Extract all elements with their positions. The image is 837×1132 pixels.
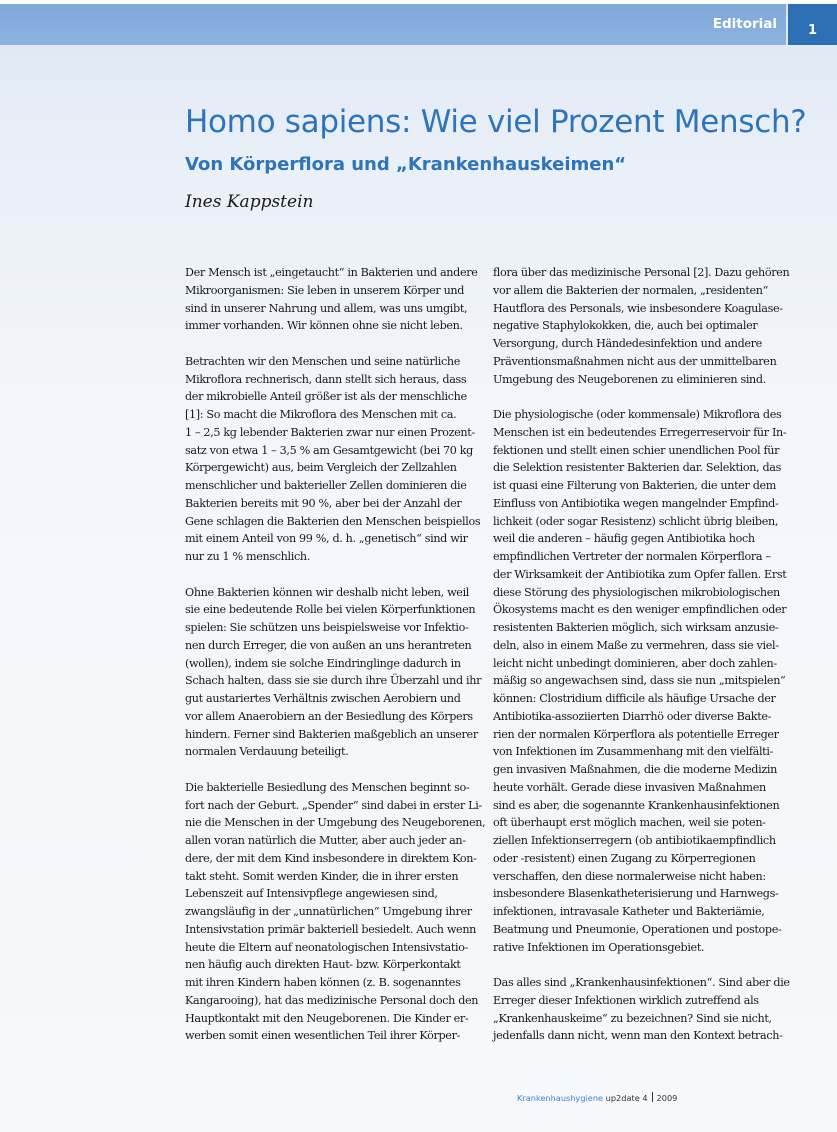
text-line: negative Staphylokokken, die, auch bei optimaler	[493, 319, 758, 333]
text-line: Schach halten, dass sie sie durch ihre Überzahl und ihr	[185, 674, 482, 688]
right-column	[493, 264, 791, 1063]
text-line: fektionen und stellt einen schier unendlichen Pool für	[493, 443, 780, 457]
text-line: Einfluss von Antibiotika wegen mangelnder Empfind-	[493, 496, 779, 510]
text-line: Mikroflora rechnerisch, dann stellt sich heraus, dass	[185, 372, 467, 386]
paragraph	[185, 584, 483, 762]
text-line: menschlicher und bakterieller Zellen dominieren die	[185, 479, 467, 492]
text-line: (wollen), indem sie solche Eindringlinge dadurch in	[185, 656, 461, 670]
text-line: lichkeit (oder sogar Resistenz) schlicht übrig bleiben,	[493, 514, 779, 528]
text-line: werben somit einen wesentlichen Teil ihrer Körper-	[185, 1029, 460, 1043]
text-line: vor allem Anaerobiern an der Besiedlung des Körpers	[185, 709, 473, 723]
text-line: Intensivstation primär bakteriell besiedelt. Auch wenn	[185, 922, 477, 936]
text-line: der Wirksamkeit der Antibiotika zum Opfer fallen. Erst	[493, 567, 787, 581]
footer-issue: up2date 4	[605, 1093, 648, 1103]
paragraph	[493, 264, 791, 388]
text-line: Das alles sind „Krankenhausinfektionen“. Sind aber die	[493, 976, 790, 989]
page	[0, 4, 837, 1132]
text-line: zwangsläufig in der „unnatürlichen“ Umgebung ihrer	[185, 905, 472, 918]
text-line: Bakterien bereits mit 90 %, aber bei der Anzahl der	[185, 496, 462, 510]
text-line: immer vorhanden. Wir können ohne sie nicht leben.	[185, 319, 463, 333]
text-line: Die bakterielle Besiedlung des Menschen beginnt so-	[185, 780, 470, 794]
text-line: deln, also in einem Maße zu vermehren, dass sie viel-	[493, 638, 779, 652]
paragraph	[185, 264, 483, 335]
text-line: Beatmung und Pneumonie, Operationen und postope-	[493, 922, 782, 936]
text-line: sie eine bedeutende Rolle bei vielen Körperfunktionen	[185, 603, 476, 617]
text-line: Der Mensch ist „eingetaucht“ in Bakterien und andere	[185, 266, 478, 279]
text-line: Erreger dieser Infektionen wirklich zutreffend als	[493, 993, 759, 1007]
text-line: satz von etwa 1 – 3,5 % am Gesamtgewicht (bei 70 kg	[185, 443, 473, 457]
text-line: Hauptkontakt mit den Neugeborenen. Die Kinder er-	[185, 1011, 469, 1025]
text-line: „Krankenhauskeime“ zu bezeichnen? Sind sie nicht,	[493, 1011, 772, 1025]
text-line: nen häufig auch direkten Haut- bzw. Körperkontakt	[185, 958, 461, 972]
left-column	[185, 264, 486, 1063]
text-line: nur zu 1 % menschlich.	[185, 550, 310, 563]
text-line: insbesondere Blasenkatheterisierung und Harnwegs-	[493, 887, 779, 901]
text-line: Hautflora des Personals, wie insbesondere Koagulase-	[493, 301, 783, 315]
text-line: mit einem Anteil von 99 %, d. h. „genetisch“ sind wir	[185, 532, 468, 546]
text-line: leicht nicht unbedingt dominieren, aber doch zahlen-	[493, 656, 777, 670]
text-line: die Selektion resistenter Bakterien dar. Selektion, das	[493, 461, 781, 475]
text-line: weil die anderen – häufig gegen Antibiotika hoch	[493, 532, 755, 546]
text-line: gen invasiven Maßnahmen, die die moderne Medizin	[493, 763, 777, 776]
paragraph	[493, 974, 791, 1045]
text-line: spielen: Sie schützen uns beispielsweise vor Infektio-	[185, 621, 469, 634]
footer-journal: Krankenhaushygiene	[517, 1093, 604, 1103]
text-line: rien der normalen Körperflora als potentielle Erreger	[493, 727, 779, 741]
text-line: allen voran natürlich die Mutter, aber auch jeder an-	[185, 834, 466, 847]
text-line: ist quasi eine Filterung von Bakterien, die unter dem	[493, 479, 777, 492]
article-author: Ines Kappstein	[185, 192, 314, 212]
text-line: sind es aber, die sogenannte Krankenhausinfektionen	[493, 798, 780, 812]
article-title: Homo sapiens: Wie viel Prozent Mensch?	[185, 104, 807, 140]
text-line: mäßig so angewachsen sind, dass sie nun „mitspielen“	[493, 674, 786, 688]
text-line: nie die Menschen in der Umgebung des Neugeborenen,	[185, 816, 486, 830]
text-line: der mikrobielle Anteil größer ist als der menschliche	[185, 390, 467, 404]
text-line: Kangarooing), hat das medizinische Personal doch den	[185, 993, 479, 1007]
text-line: mit ihren Kindern haben können (z. B. sogenanntes	[185, 976, 461, 989]
text-line: dere, der mit dem Kind insbesondere in direktem Kon-	[185, 851, 477, 865]
paragraph	[493, 406, 791, 956]
text-line: jedenfalls dann nicht, wenn man den Kontext betrach-	[493, 1029, 783, 1043]
text-line: heute die Eltern auf neonatologischen Intensivstatio-	[185, 940, 469, 954]
text-line: hindern. Ferner sind Bakterien maßgeblich an unserer	[185, 727, 478, 741]
header-bar	[0, 4, 786, 45]
footer-separator	[652, 1092, 653, 1102]
text-line: flora über das medizinische Personal [2]. Dazu gehören	[493, 266, 790, 279]
text-line: heute vorhält. Gerade diese invasiven Maßnahmen	[493, 780, 766, 794]
text-line: sind in unserer Nahrung und allem, was uns umgibt,	[185, 301, 468, 315]
text-line: ziellen Infektionserregern (ob antibiotikaempfindlich	[493, 834, 776, 847]
text-line: vor allem die Bakterien der normalen, „residenten“	[493, 283, 768, 297]
text-line: 1 – 2,5 kg lebender Bakterien zwar nur einen Prozent-	[185, 425, 475, 439]
paragraph	[185, 779, 486, 1045]
text-line: gut austariertes Verhältnis zwischen Aerobiern und	[185, 692, 461, 705]
text-line: Die physiologische (oder kommensale) Mikroflora des	[493, 408, 782, 421]
text-line: Mikroorganismen: Sie leben in unserem Körper und	[185, 283, 465, 297]
text-line: Gene schlagen die Bakterien den Menschen beispiellos	[185, 514, 481, 528]
text-line: oft überhaupt erst möglich machen, weil sie poten-	[493, 816, 766, 830]
article-subtitle: Von Körperflora und „Krankenhauskeimen“	[185, 154, 627, 175]
text-line: Menschen ist ein bedeutendes Erregerreservoir für In-	[493, 425, 787, 439]
footer-year: 2009	[656, 1093, 678, 1103]
text-line: nen durch Erreger, die von außen an uns herantreten	[185, 638, 472, 652]
text-line: Betrachten wir den Menschen und seine natürliche	[185, 354, 461, 368]
text-line: diese Störung des physiologischen mikrobiologischen	[493, 585, 780, 599]
text-line: takt steht. Somit werden Kinder, die in ihrer ersten	[185, 869, 459, 883]
text-line: Ökosystems macht es den weniger empfindlichen oder	[493, 603, 787, 617]
text-line: Körpergewicht) aus, beim Vergleich der Zellzahlen	[185, 461, 457, 475]
text-line: fort nach der Geburt. „Spender“ sind dabei in erster Li-	[185, 798, 482, 812]
text-line: rative Infektionen im Operationsgebiet.	[493, 940, 705, 954]
text-line: [1]: So macht die Mikroflora des Menschen mit ca.	[185, 408, 457, 421]
text-line: Lebenszeit auf Intensivpflege angewiesen sind,	[185, 887, 438, 901]
text-line: normalen Verdauung beteiligt.	[185, 745, 349, 759]
page-number-box	[788, 4, 837, 45]
section-label: Editorial	[712, 16, 777, 32]
text-line: oder -resistent) einen Zugang zu Körperregionen	[493, 851, 756, 865]
text-line: Versorgung, durch Händedesinfektion und andere	[493, 337, 762, 350]
text-line: infektionen, intravasale Katheter und Bakteriämie,	[493, 905, 765, 918]
page-number: 1	[807, 23, 818, 38]
text-line: von Infektionen im Zusammenhang mit den vielfälti-	[493, 745, 773, 759]
text-line: können: Clostridium difficile als häufige Ursache der	[493, 692, 776, 705]
text-line: Umgebung des Neugeborenen zu eliminieren sind.	[493, 372, 766, 386]
text-line: resistenten Bakterien möglich, sich wirksam anzusie-	[493, 621, 779, 634]
text-line: Antibiotika-assoziierten Diarrhö oder diverse Bakte-	[493, 709, 772, 723]
text-line: Präventionsmaßnahmen nicht aus der unmittelbaren	[493, 354, 777, 368]
text-line: Ohne Bakterien können wir deshalb nicht leben, weil	[185, 585, 470, 599]
text-line: empfindlichen Vertreter der normalen Körperflora –	[493, 550, 771, 563]
paragraph	[185, 353, 483, 566]
text-line: verschaffen, den diese normalerweise nicht haben:	[493, 869, 766, 883]
footer	[517, 1092, 677, 1103]
